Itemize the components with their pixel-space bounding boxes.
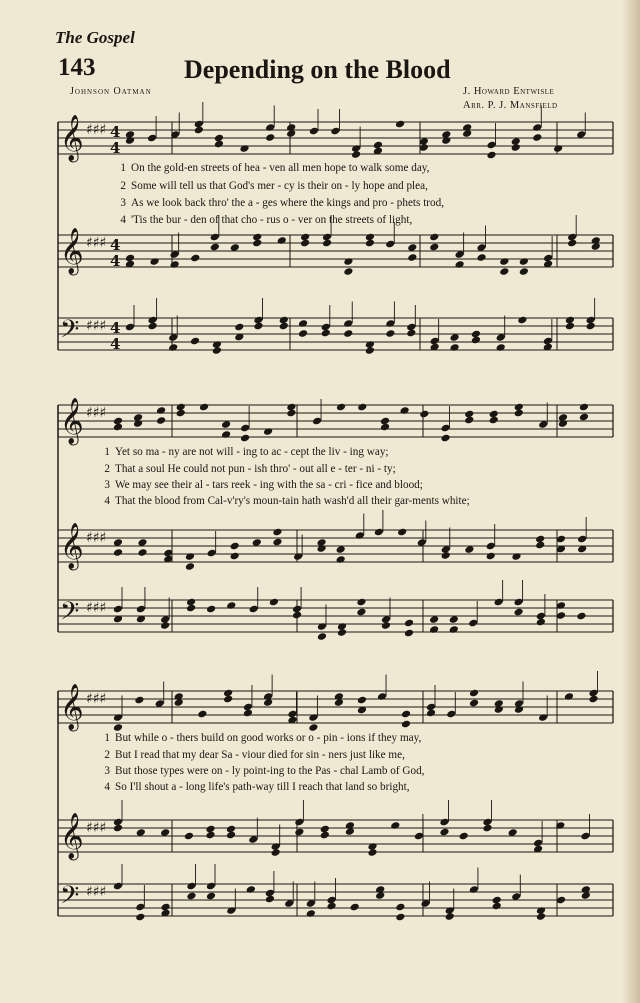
note-head bbox=[113, 723, 123, 732]
note-head bbox=[298, 329, 308, 338]
note-head bbox=[113, 548, 123, 557]
note-head bbox=[185, 562, 195, 571]
note-head bbox=[185, 552, 195, 561]
key-signature-sharps: ♯♯♯ bbox=[86, 691, 107, 707]
note-head bbox=[239, 144, 249, 153]
note-head bbox=[226, 601, 236, 610]
note-head bbox=[243, 709, 253, 718]
note-head bbox=[272, 528, 282, 537]
note-head bbox=[317, 632, 327, 641]
note-head bbox=[300, 239, 310, 248]
note-head bbox=[263, 427, 273, 436]
note-head bbox=[482, 824, 492, 833]
note-head bbox=[576, 612, 586, 621]
system2-verse4: 4 That the blood from Cal-v'ry's moun-tain hath wash'd all their gar-ments white; bbox=[104, 495, 470, 507]
note-head bbox=[206, 605, 216, 614]
system1-verse2: 2 Some will tell us that God's mer - cy is their on - ly hope and plea, bbox=[120, 180, 428, 192]
note-head bbox=[343, 329, 353, 338]
note-head bbox=[147, 322, 157, 331]
note-head bbox=[454, 260, 464, 269]
arranger-credit: Arr. P. J. Mansfield bbox=[463, 100, 558, 111]
note-head bbox=[395, 903, 405, 912]
note-head bbox=[226, 831, 236, 840]
note-head bbox=[190, 254, 200, 263]
hymn-number: 143 bbox=[58, 54, 96, 81]
note-head bbox=[429, 625, 439, 634]
note-head bbox=[234, 323, 244, 332]
note-head bbox=[511, 552, 521, 561]
note-head bbox=[205, 831, 215, 840]
system2-verse1: 1 Yet so ma - ny are not will - ing to ac - cept the liv - ing way; bbox=[104, 446, 389, 458]
note-head bbox=[532, 133, 542, 142]
note-head bbox=[294, 828, 304, 837]
note-head bbox=[135, 913, 145, 922]
note-head bbox=[536, 912, 546, 921]
system1-verse3: 3 As we look back thro' the a - ges where the kings and pro - phets trod, bbox=[120, 197, 445, 209]
time-signature-bottom: 4 bbox=[110, 252, 121, 270]
note-head bbox=[306, 909, 316, 918]
note-head bbox=[186, 604, 196, 613]
note-head bbox=[349, 903, 359, 912]
note-head bbox=[326, 902, 336, 911]
bass-clef-icon: 𝄢 bbox=[60, 597, 80, 632]
note-head bbox=[357, 403, 367, 412]
note-head bbox=[565, 322, 575, 331]
note-head bbox=[156, 416, 166, 425]
note-head bbox=[169, 260, 179, 269]
note-head bbox=[292, 611, 302, 620]
key-signature-sharps: ♯♯♯ bbox=[86, 600, 107, 616]
note-head bbox=[212, 346, 222, 355]
note-head bbox=[471, 336, 481, 345]
note-head bbox=[253, 322, 263, 331]
note-head bbox=[429, 243, 439, 252]
note-head bbox=[184, 832, 194, 841]
note-head bbox=[194, 126, 204, 135]
note-head bbox=[588, 695, 598, 704]
note-head bbox=[464, 416, 474, 425]
note-head bbox=[367, 848, 377, 857]
treble-clef-icon: 𝄞 bbox=[60, 684, 84, 730]
note-head bbox=[385, 329, 395, 338]
note-head bbox=[441, 136, 451, 145]
note-head bbox=[316, 544, 326, 553]
note-head bbox=[469, 699, 479, 708]
time-signature-top: 4 bbox=[110, 236, 121, 254]
note-head bbox=[286, 409, 296, 418]
note-head bbox=[137, 548, 147, 557]
note-head bbox=[476, 253, 486, 262]
key-signature-sharps: ♯♯♯ bbox=[86, 122, 107, 138]
bass-clef-icon: 𝄢 bbox=[60, 315, 80, 350]
system3-verse3: 3 But those types were on - ly point-ing to the Pas - chal Lamb of God, bbox=[104, 765, 425, 777]
key-signature-sharps: ♯♯♯ bbox=[86, 405, 107, 421]
treble-clef-icon: 𝄞 bbox=[60, 115, 84, 161]
note-head bbox=[579, 403, 589, 412]
note-head bbox=[440, 434, 450, 443]
note-head bbox=[214, 140, 224, 149]
note-head bbox=[492, 902, 502, 911]
note-head bbox=[336, 403, 346, 412]
time-signature-bottom: 4 bbox=[110, 139, 121, 157]
note-head bbox=[517, 316, 527, 325]
note-head bbox=[272, 538, 282, 547]
system3-verse2: 2 But I read that my dear Sa - viour died for sin - ners just like me, bbox=[104, 749, 405, 761]
note-head bbox=[395, 120, 405, 129]
note-head bbox=[486, 552, 496, 561]
note-head bbox=[459, 832, 469, 841]
note-head bbox=[381, 621, 391, 630]
note-head bbox=[134, 696, 144, 705]
note-head bbox=[356, 598, 366, 607]
note-head bbox=[186, 892, 196, 901]
note-head bbox=[429, 233, 439, 242]
note-head bbox=[133, 419, 143, 428]
note-head bbox=[380, 423, 390, 432]
note-head bbox=[486, 151, 496, 160]
note-head bbox=[419, 410, 429, 419]
note-head bbox=[160, 621, 170, 630]
note-head bbox=[206, 892, 216, 901]
note-head bbox=[277, 236, 287, 245]
note-head bbox=[223, 695, 233, 704]
note-head bbox=[343, 267, 353, 276]
key-signature-sharps: ♯♯♯ bbox=[86, 235, 107, 251]
note-head bbox=[269, 598, 279, 607]
note-head bbox=[401, 720, 411, 729]
system2-verse3: 3 We may see their al - tars reek - ing with the sa - cri - fice and blood; bbox=[104, 479, 423, 491]
treble-clef-icon: 𝄞 bbox=[60, 398, 84, 444]
treble-clef-icon: 𝄞 bbox=[60, 523, 84, 569]
note-head bbox=[513, 608, 523, 617]
note-head bbox=[404, 619, 414, 628]
note-head bbox=[397, 528, 407, 537]
note-head bbox=[343, 257, 353, 266]
note-head bbox=[579, 413, 589, 422]
note-head bbox=[351, 150, 361, 159]
note-head bbox=[514, 409, 524, 418]
note-head bbox=[298, 319, 308, 328]
key-signature-sharps: ♯♯♯ bbox=[86, 318, 107, 334]
note-head bbox=[356, 608, 366, 617]
note-head bbox=[321, 329, 331, 338]
system1-verse1: 1 On the gold-en streets of hea - ven all men hope to walk some day, bbox=[120, 162, 430, 174]
note-head bbox=[221, 430, 231, 439]
note-head bbox=[489, 416, 499, 425]
treble-clef-icon: 𝄞 bbox=[60, 813, 84, 859]
note-head bbox=[252, 239, 262, 248]
note-head bbox=[558, 419, 568, 428]
note-head bbox=[337, 628, 347, 637]
note-head bbox=[149, 257, 159, 266]
composer-credit: J. Howard Entwisle bbox=[463, 86, 555, 97]
section-heading: The Gospel bbox=[55, 28, 135, 47]
note-head bbox=[535, 541, 545, 550]
note-head bbox=[519, 267, 529, 276]
note-head bbox=[519, 257, 529, 266]
note-head bbox=[210, 243, 220, 252]
note-head bbox=[230, 542, 240, 551]
note-head bbox=[265, 133, 275, 142]
note-head bbox=[336, 555, 346, 564]
note-head bbox=[279, 322, 289, 331]
note-head bbox=[230, 552, 240, 561]
bass-clef-icon: 𝄢 bbox=[60, 881, 80, 916]
note-head bbox=[320, 831, 330, 840]
note-head bbox=[511, 143, 521, 152]
note-head bbox=[564, 692, 574, 701]
note-head bbox=[365, 239, 375, 248]
note-head bbox=[246, 885, 256, 894]
note-head bbox=[390, 821, 400, 830]
note-head bbox=[168, 343, 178, 352]
note-head bbox=[365, 346, 375, 355]
note-head bbox=[514, 705, 524, 714]
note-head bbox=[496, 343, 506, 352]
note-head bbox=[357, 696, 367, 705]
note-head bbox=[499, 267, 509, 276]
note-head bbox=[441, 551, 451, 560]
time-signature-bottom: 4 bbox=[110, 335, 121, 353]
note-head bbox=[199, 403, 209, 412]
note-head bbox=[125, 136, 135, 145]
note-head bbox=[494, 705, 504, 714]
note-head bbox=[449, 343, 459, 352]
note-head bbox=[404, 629, 414, 638]
note-head bbox=[407, 253, 417, 262]
note-head bbox=[445, 912, 455, 921]
note-head bbox=[406, 329, 416, 338]
system1-verse4: 4 'Tis the bur - den of that cho - rus o - ver on the streets of light, bbox=[120, 214, 413, 226]
note-head bbox=[156, 406, 166, 415]
note-head bbox=[449, 625, 459, 634]
time-signature-top: 4 bbox=[110, 123, 121, 141]
key-signature-sharps: ♯♯♯ bbox=[86, 530, 107, 546]
time-signature-top: 4 bbox=[110, 319, 121, 337]
note-head bbox=[240, 434, 250, 443]
key-signature-sharps: ♯♯♯ bbox=[86, 884, 107, 900]
note-head bbox=[536, 618, 546, 627]
lyricist-credit: Johnson Oatman bbox=[70, 86, 152, 97]
note-head bbox=[322, 239, 332, 248]
note-head bbox=[426, 709, 436, 718]
note-head bbox=[395, 913, 405, 922]
note-head bbox=[567, 239, 577, 248]
note-head bbox=[176, 409, 186, 418]
system3-verse4: 4 So I'll shout a - long life's path-way till I reach that land so bright, bbox=[104, 781, 410, 793]
note-head bbox=[308, 723, 318, 732]
note-head bbox=[113, 824, 123, 833]
hymn-title: Depending on the Blood bbox=[184, 55, 451, 84]
note-head bbox=[499, 257, 509, 266]
note-head bbox=[113, 423, 123, 432]
note-head bbox=[585, 322, 595, 331]
note-head bbox=[439, 828, 449, 837]
treble-clef-icon: 𝄞 bbox=[60, 228, 84, 274]
note-head bbox=[553, 144, 563, 153]
system3-verse1: 1 But while o - thers build on good works or o - pin - ions if they may, bbox=[104, 732, 422, 744]
note-head bbox=[469, 689, 479, 698]
note-head bbox=[271, 848, 281, 857]
note-head bbox=[399, 406, 409, 415]
note-head bbox=[401, 710, 411, 719]
system2-verse2: 2 That a soul He could not pun - ish thro' - out all e - ter - ni - ty; bbox=[104, 463, 396, 475]
note-head bbox=[265, 895, 275, 904]
key-signature-sharps: ♯♯♯ bbox=[86, 820, 107, 836]
note-head bbox=[190, 337, 200, 346]
note-head bbox=[197, 710, 207, 719]
